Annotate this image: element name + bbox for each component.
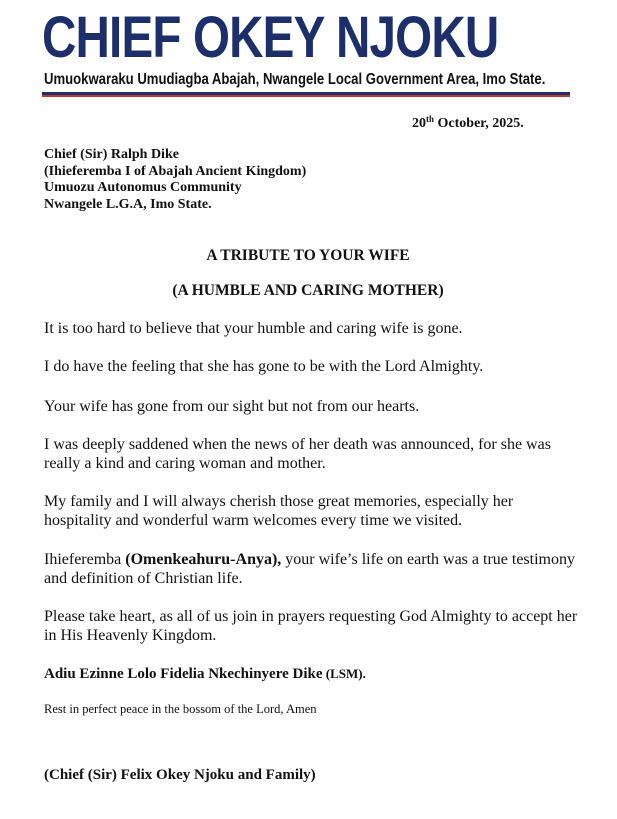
- sender-signature: (Chief (Sir) Felix Okey Njoku and Family): [44, 767, 316, 783]
- body-paragraph-3: Your wife has gone from our sight but not from our hearts.: [44, 398, 420, 415]
- deceased-name-line: [44, 665, 366, 683]
- body-paragraph-6: [44, 551, 579, 588]
- body-paragraph-7: Please take heart, as all of us join in prayers requesting God Almighty to accept her in His Heavenly Kingdom.: [44, 608, 578, 644]
- date-day: 20: [412, 116, 426, 131]
- body-paragraph-5: My family and I will always cherish those great memories, especially her hospitality and wonderful warm welcomes every time we visited.: [44, 493, 514, 529]
- letterhead-address: Umuokwaraku Umudiagba Abajah, Nwangele Local Government Area, Imo State.: [44, 71, 546, 88]
- letterhead-rule-red: [42, 95, 570, 97]
- tribute-title: A TRIBUTE TO YOUR WIFE: [206, 247, 410, 264]
- date-rest: October, 2025.: [434, 116, 524, 131]
- rest-in-peace-line: Rest in perfect peace in the bossom of the Lord, Amen: [44, 702, 317, 716]
- letterhead-name: CHIEF OKEY NJOKU: [42, 5, 499, 70]
- paragraph-6-rest: your wife’s life on earth was a true testimony and definition of Christian life.: [44, 551, 575, 587]
- letter-date: [412, 116, 524, 132]
- letterhead: [42, 5, 572, 88]
- recipient-line: Umuozu Autonomus Community: [44, 180, 242, 195]
- date-suffix: th: [426, 114, 435, 124]
- paragraph-6-title: (Omenkeahuru-Anya),: [125, 551, 282, 568]
- body-paragraph-1: It is too hard to believe that your humble and caring wife is gone.: [44, 320, 463, 337]
- recipient-line: Nwangele L.G.A, Imo State.: [44, 196, 212, 212]
- body-paragraph-2: I do have the feeling that she has gone to be with the Lord Almighty.: [44, 358, 484, 375]
- tribute-subtitle: (A HUMBLE AND CARING MOTHER): [172, 282, 444, 299]
- paragraph-6-prefix: Ihieferemba: [44, 551, 126, 568]
- recipient-line: (Ihieferemba I of Abajah Ancient Kingdom): [44, 163, 307, 179]
- recipient-address: [44, 147, 306, 213]
- deceased-postnominal: (LSM).: [322, 666, 366, 681]
- deceased-name: Adiu Ezinne Lolo Fidelia Nkechinyere Dike: [44, 666, 323, 682]
- body-paragraph-4: I was deeply saddened when the news of her death was announced, for she was really a kind and caring woman and mother.: [44, 436, 551, 472]
- recipient-line: Chief (Sir) Ralph Dike: [44, 147, 179, 162]
